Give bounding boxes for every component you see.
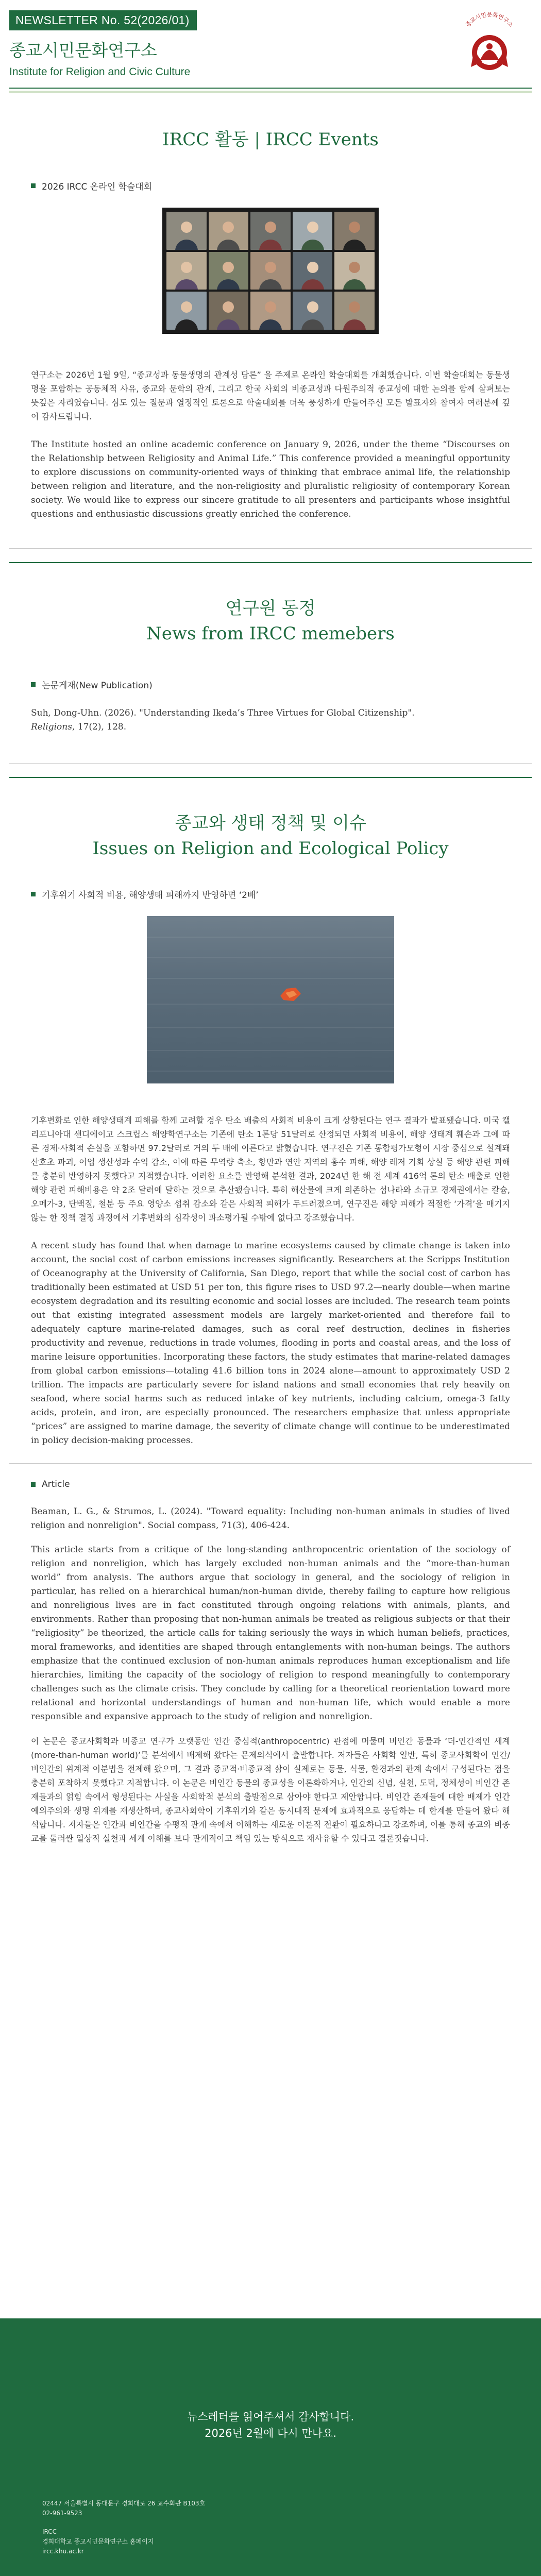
institute-name-ko: 종교시민문화연구소	[9, 40, 157, 60]
footer-address: 02447 서울특별시 동대문구 경희대로 26 교수회관 B103호	[42, 2500, 206, 2507]
citation-journal: Religions	[31, 722, 72, 732]
policy-paragraph-en: A recent study has found that when damage to marine ecosystems caused by climate change is taken into account, the social cost of carbon emissions increases significantly. Researchers at the Scripps Institution of Oceanography at the University of California, San Diego, report that while the social cost of carbon has traditionally been estimated at USD 51 per ton, this figure rises to USD 97.2—nearly double—when marine ecosystem degradation and its resulting economic and social losses are included. The research team points out that existing integrated assessment models are largely market-oriented and therefore fail to adequately capture marine-related damages, such as coral reef destruction, declines in fisheries productivity and revenue, reductions in trade volumes, flooding in ports and coastal areas, and the loss of marine leisure opportunities. Incorporating these factors, the study estimates that marine-related damages from global carbon emissions—totaling 41.6 billion tons in 2024 alone—amount to approximately USD 2 trillion. The impacts are particularly severe for island nations and small economies that rely heavily on seafood, where social harms such as reduced intake of key nutrients, including calcium, omega-3 fatty acids, protein, and iron, are especially pronounced. The researchers emphasize that unless appropriate “prices” are assigned to marine damage, the severity of climate change will continue to be underestimated in policy decision-making processes.	[31, 1241, 510, 1446]
footer-org	[42, 2527, 154, 2556]
participant-tile	[209, 212, 249, 250]
footer-org-full: 경희대학교 종교시민문화연구소 홈페이지	[42, 2538, 154, 2545]
participant-tile	[166, 212, 207, 250]
footer-website-link[interactable]: ircc.khu.ac.kr	[42, 2548, 84, 2555]
participant-tile	[293, 212, 333, 250]
section-divider	[9, 763, 532, 764]
article-paragraph-en: This article starts from a critique of the long-standing anthropocentric orientation of the sociology of religion and nonreligion, which has largely excluded non-human animals and the “more-than-human world” from analysis. The authors argue that sociology in general, and the sociology of religion in particular, has relied on a hierarchical human/non-human divide, thereby failing to capture how religious and nonreligious lives are in fact constituted through ongoing relations with animals, plants, and environments. Rather than proposing that non-human animals be treated as religious subjects or that their “religiosity” be theorized, the article calls for taking seriously the ways in which human beliefs, practices, moral frameworks, and identities are shaped through entanglements with non-human beings. The authors emphasize that the continued exclusion of non-human animals reproduces human exceptionalism and life hierarchies, limiting the capacity of the sociology of religion to respond meaningfully to contemporary challenges such as the climate crisis. They conclude by calling for a theoretical reorientation toward more relational and horizontal understandings of human and non-human life, which would enable a more responsible and expansive approach to the study of religion and nonreligion.	[31, 1545, 510, 1722]
policy-section-title	[0, 809, 541, 859]
participant-tile	[250, 212, 291, 250]
policy-title-en: Issues on Religion and Ecological Policy	[92, 838, 449, 859]
section-divider-green	[9, 562, 532, 563]
events-paragraph-en: The Institute hosted an online academic conference on January 9, 2026, under the theme “Discourses on the Relationship between Religiosity and Animal Life.” This conference provided a meaningful opportunity to explore discussions on community-oriented ways of thinking that embrace animal life, the relationship between religion and literature, and the non-religiosity and pluralistic religiosity of contemporary Korean society. We would like to express our sincere gratitude to all presenters and participants whose insightful questions and enthusiastic discussions greatly enriched the conference.	[31, 439, 510, 519]
participant-tile	[250, 292, 291, 330]
institute-name-en: Institute for Religion and Civic Culture	[9, 66, 191, 78]
footer-thanks	[0, 2409, 541, 2442]
participant-tile	[334, 252, 375, 290]
policy-title-ko: 종교와 생태 정책 및 이슈	[175, 813, 366, 834]
news-title-ko: 연구원 동정	[225, 598, 316, 619]
footer-phone: 02-961-9523	[42, 2510, 82, 2517]
citation-authors-title: Suh, Dong-Uhn. (2026). "Understanding Ikeda’s Three Virtues for Global Citizenship".	[31, 708, 415, 718]
news-title-en: News from IRCC memebers	[146, 623, 395, 644]
policy-sub-label	[31, 888, 510, 901]
news-sub-label	[31, 678, 510, 691]
footer-contact	[42, 2499, 205, 2518]
events-section-title	[0, 125, 541, 150]
thanks-line-1: 뉴스레터를 읽어주셔서 감사합니다.	[187, 2411, 354, 2423]
newsletter-badge: NEWSLETTER No. 52(2026/01)	[9, 10, 197, 30]
article-label-text: Article	[42, 1479, 70, 1489]
events-title: IRCC 활동 | IRCC Events	[162, 129, 379, 150]
participant-tile	[293, 292, 333, 330]
thanks-line-2: 2026년 2월에 다시 만나요.	[205, 2427, 336, 2439]
article-paragraph-ko: 이 논문은 종교사회학과 비종교 연구가 오랫동안 인간 중심적(anthropocentric) 관점에 머물며 비인간 동물과 ‘더-인간적인 세계(more-than-human world)’를 분석에서 배제해 왔다는 문제의식에서 출발합니다. 저자들은 사회학 일반, 특히 종교사회학이 인간/비인간의 위계적 이분법을 전제해 왔으며, 그 결과 종교적·비종교적 삶이 실제로는 동물, 식물, 환경과의 관계 속에서 구성된다는 점을 충분히 포착하지 못했다고 지적합니다. 이 논문은 비인간 동물의 종교성을 이론화하거나, 인간의 신념, 실천, 도덕, 정체성이 비인간 존재들과의 얽힘 속에서 형성된다는 사실을 사회학적 분석의 출발점으로 삼아야 한다고 제안합니다. 비인간 존재들에 대한 배제가 인간 예외주의와 생명 위계를 재생산하며, 종교사회학이 기후위기와 같은 동시대적 문제에 효과적으로 응답하는 데 한계를 만들어 왔다 해석합니다. 저자들은 인간과 비인간을 수평적 관계 속에서 이해하는 새로운 이론적 전환이 필요하다고 강조하며, 이를 통해 종교와 비종교를 둘러싼 일상적 실천과 세계 이해를 보다 관계적이고 책임 있는 방식으로 재사유할 수 있다고 결론짓습니다.	[31, 1736, 510, 1843]
footer	[0, 2318, 541, 2576]
events-sub-label-text: 2026 IRCC 온라인 학술대회	[42, 182, 153, 192]
bullet-square-icon	[31, 183, 36, 188]
participant-tile	[293, 252, 333, 290]
participant-tile	[166, 252, 207, 290]
conference-participant-grid	[166, 212, 375, 330]
header-divider-light	[9, 91, 532, 93]
news-sub-label-text: 논문게재(New Publication)	[42, 681, 153, 691]
participant-tile	[334, 292, 375, 330]
article-label	[31, 1479, 510, 1489]
bullet-square-icon	[31, 892, 36, 896]
participant-tile	[250, 252, 291, 290]
participant-tile	[209, 292, 249, 330]
header	[0, 0, 541, 88]
footer-org-short: IRCC	[42, 2528, 57, 2535]
section-divider	[9, 548, 532, 549]
ocean-debris-photo	[147, 916, 394, 1083]
events-sub-label	[31, 179, 510, 192]
participant-tile	[334, 212, 375, 250]
section-divider-green	[9, 777, 532, 778]
logo-text: 종교시민문화연구소	[464, 11, 515, 29]
policy-sub-label-text: 기후위기 사회적 비용, 해양생태 피해까지 반영하면 ‘2배’	[42, 890, 259, 901]
online-conference-screenshot	[162, 208, 379, 334]
header-divider	[9, 88, 532, 89]
news-citation	[31, 706, 510, 734]
section-divider	[9, 1463, 532, 1464]
news-section-title	[0, 594, 541, 644]
participant-tile	[166, 292, 207, 330]
article-citation: Beaman, L. G., & Strumos, L. (2024). "Toward equality: Including non-human animals in studies of lived religion and nonreligion". Social compass, 71(3), 406-424.	[31, 1506, 510, 1531]
citation-volume: , 17(2), 128.	[72, 722, 127, 732]
participant-tile	[209, 252, 249, 290]
bullet-square-icon	[31, 682, 36, 687]
institute-logo-icon	[453, 10, 526, 77]
bullet-square-icon	[31, 1482, 36, 1487]
policy-paragraph-ko: 기후변화로 인한 해양생태계 피해를 함께 고려할 경우 탄소 배출의 사회적 비용이 크게 상향된다는 연구 결과가 발표됐습니다. 미국 캘리포니아대 샌디에이고 스크립스 해양학연구소는 기존에 탄소 1톤당 51달러로 산정되던 사회적 비용이, 해양 생태계 훼손과 그에 따른 경제·사회적 손실을 포함하면 97.2달러로 거의 두 배에 이른다고 밝혔습니다. 연구진은 기존 통합평가모형이 시장 중심으로 설계돼 산호초 파괴, 어업 생산성과 수익 감소, 이에 따른 무역량 축소, 항만과 연안 지역의 홍수 피해, 해양 레저 기회 상실 등 해양 관련 피해를 충분히 반영하지 못했다고 지적했습니다. 이러한 요소를 반영해 분석한 결과, 2024년 한 해 전 세계 416억 톤의 탄소 배출로 인한 해양 관련 피해비용은 약 2조 달러에 달하는 것으로 추산됐습니다. 특히 해산물에 크게 의존하는 섬나라와 소규모 경제권에서는 칼슘, 오메가-3, 단백질, 철분 등 주요 영양소 섭취 감소와 같은 사회적 피해가 두드러졌으며, 연구진은 해양 피해가 적절한 ‘가격’을 매기지 않는 한 정책 결정 과정에서 기후변화의 심각성이 과소평가될 수밖에 없다고 강조했습니다.	[31, 1115, 510, 1223]
floating-debris-icon	[278, 986, 302, 1003]
events-paragraph-ko: 연구소는 2026년 1월 9일, “종교성과 동물생명의 관계성 담론” 을 주제로 온라인 학술대회를 개최했습니다. 이번 학술대회는 동물생명을 포함하는 공동체적 사유, 종교와 문학의 관계, 그리고 한국 사회의 비종교성과 다원주의적 종교성에 대한 논의를 함께 살펴보는 뜻깊은 자리였습니다. 심도 있는 질문과 열정적인 토론으로 학술대회를 더욱 풍성하게 만들어주신 모든 발표자와 참여자 여러분께 깊이 감사드립니다.	[31, 370, 510, 421]
svg-text:종교시민문화연구소	[464, 11, 515, 28]
